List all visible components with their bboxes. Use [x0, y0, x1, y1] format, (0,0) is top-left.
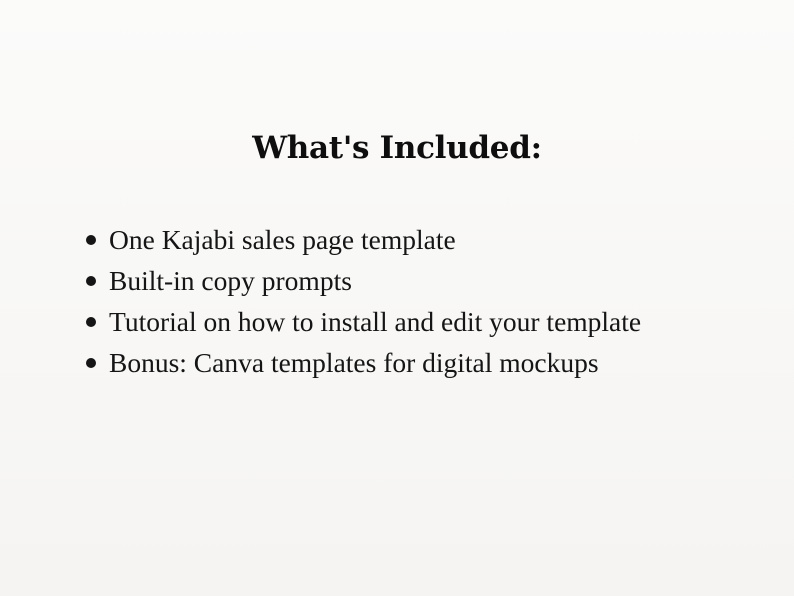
list-item	[86, 301, 776, 342]
list-item-text: Tutorial on how to install and edit your template	[109, 305, 642, 337]
bullet-dot-icon	[86, 235, 96, 245]
list-item-text: One Kajabi sales page template	[109, 223, 456, 255]
included-list	[86, 219, 776, 383]
list-item	[86, 342, 776, 383]
page-title: What's Included:	[252, 130, 542, 166]
list-item	[86, 219, 776, 260]
list-item	[86, 260, 776, 301]
bullet-dot-icon	[86, 276, 96, 286]
bullet-dot-icon	[86, 317, 96, 327]
list-item-text: Built-in copy prompts	[109, 264, 352, 296]
list-item-text: Bonus: Canva templates for digital mockups	[109, 346, 599, 378]
bullet-dot-icon	[86, 358, 96, 368]
